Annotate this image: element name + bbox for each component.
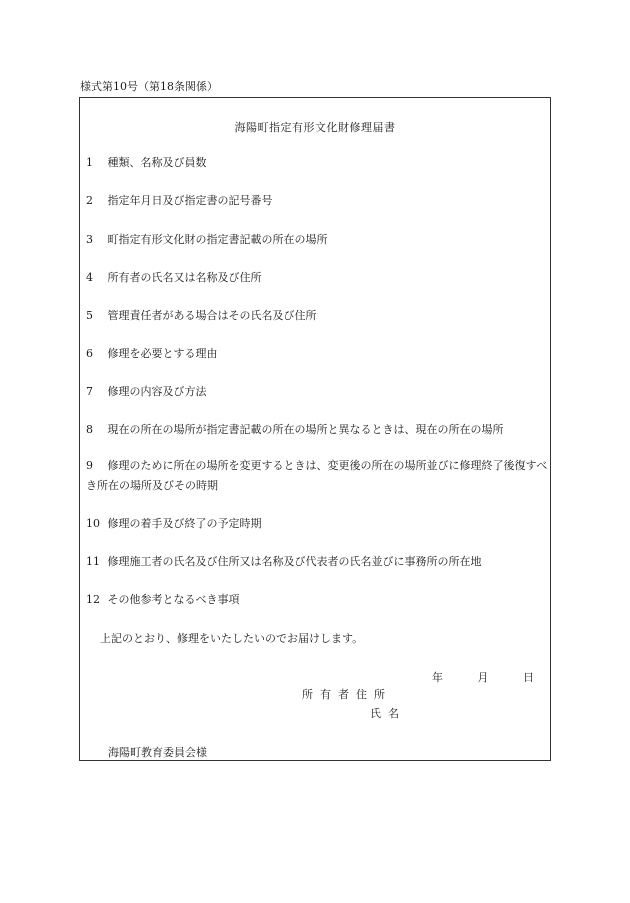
item-number: 7	[86, 385, 93, 398]
item-text: 修理を必要とする理由	[107, 347, 218, 360]
date-year: 年	[432, 671, 443, 684]
item-text: 所有者の氏名又は名称及び住所	[107, 271, 262, 284]
form-item	[86, 516, 548, 531]
item-text: 管理責任者がある場合はその氏名及び住所	[107, 309, 317, 322]
item-text: 町指定有形文化財の指定書記載の所在の場所	[107, 233, 328, 246]
item-number: 8	[86, 423, 93, 436]
form-item	[86, 155, 548, 170]
statement-text: 上記のとおり、修理をいたしたいのでお届けします。	[100, 632, 364, 645]
form-item	[86, 308, 548, 323]
recipient: 海陽町教育委員会様	[108, 746, 207, 759]
form-item	[86, 193, 548, 208]
item-text: 修理の着手及び終了の予定時期	[107, 517, 262, 530]
item-number: 9	[86, 459, 93, 472]
item-number: 2	[86, 194, 93, 207]
item-number: 4	[86, 271, 93, 284]
form-number: 様式第10号（第18条関係）	[80, 80, 218, 93]
item-number: 11	[86, 555, 100, 568]
form-item	[86, 456, 548, 496]
form-item	[86, 554, 548, 569]
document-title: 海陽町指定有形文化財修理届書	[234, 121, 396, 134]
owner-name-label: 氏名	[370, 707, 406, 720]
form-item	[86, 384, 548, 399]
item-text: その他参考となるべき事項	[107, 593, 240, 606]
date-line	[432, 670, 534, 685]
item-text: 修理施工者の氏名及び住所又は名称及び代表者の氏名並びに事務所の所在地	[107, 555, 482, 568]
item-number: 12	[86, 593, 100, 606]
item-number: 1	[86, 156, 93, 169]
form-box	[79, 97, 551, 761]
item-number: 3	[86, 233, 93, 246]
item-text: 種類、名称及び員数	[107, 156, 207, 169]
date-day: 日	[523, 671, 534, 684]
item-text: 指定年月日及び指定書の記号番号	[107, 194, 273, 207]
form-item	[86, 592, 548, 607]
item-number: 6	[86, 347, 93, 360]
item-number: 10	[86, 517, 100, 530]
item-text: 修理の内容及び方法	[107, 385, 207, 398]
owner-address-label: 所有者住所	[302, 688, 392, 701]
form-item	[86, 232, 548, 247]
item-number: 5	[86, 309, 93, 322]
form-item	[86, 422, 548, 437]
form-item	[86, 346, 548, 361]
item-text: 現在の所在の場所が指定書記載の所在の場所と異なるときは、現在の所在の場所	[107, 423, 504, 436]
date-month: 月	[477, 671, 489, 684]
form-item	[86, 270, 548, 285]
item-text: 修理のために所在の場所を変更するときは、変更後の所在の場所並びに修理終了後復すべき所在の場所及びその時期	[86, 459, 548, 492]
